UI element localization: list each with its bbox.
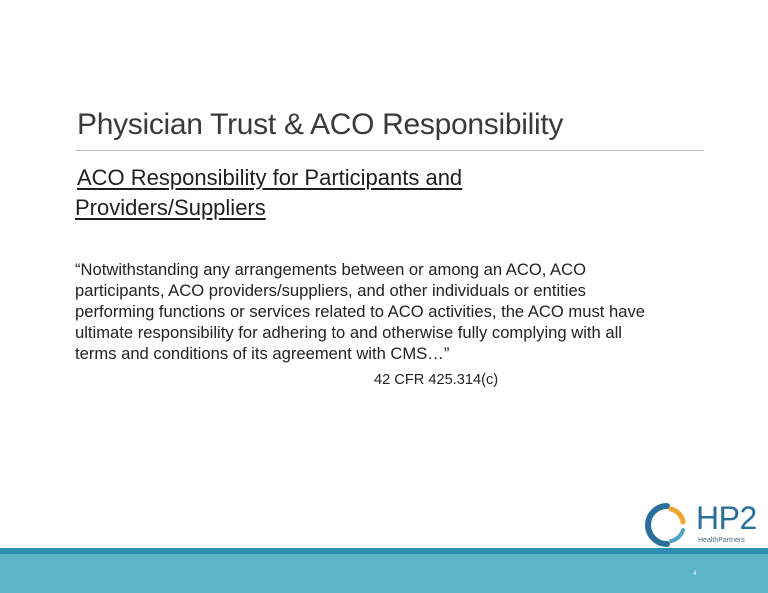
slide-title: Physician Trust & ACO Responsibility xyxy=(77,108,564,141)
regulation-quote xyxy=(75,259,700,364)
slide-subtitle xyxy=(75,163,595,223)
quote-line-4: ultimate responsibility for adhering to and otherwise fully complying with all xyxy=(75,323,622,342)
logo-subtext: HealthPartners xyxy=(698,537,745,544)
quote-line-5: terms and conditions of its agreement with CMS…” xyxy=(75,344,450,363)
title-divider xyxy=(76,150,704,151)
page-number: 4 xyxy=(693,571,697,577)
quote-line-3: performing functions or services related to ACO activities, the ACO must have xyxy=(75,302,645,321)
hp2-logo xyxy=(645,500,760,547)
quote-line-2: participants, ACO providers/suppliers, and other individuals or entities xyxy=(75,281,586,300)
logo-swoosh-icon xyxy=(645,503,689,547)
quote-line-1: “Notwithstanding any arrangements between or among an ACO, ACO xyxy=(75,260,586,279)
logo-text: HP2 xyxy=(696,500,757,536)
subtitle-line-1: ACO Responsibility for Participants and xyxy=(77,165,463,190)
citation: 42 CFR 425.314(c) xyxy=(374,372,499,388)
subtitle-line-2: Providers/Suppliers xyxy=(75,195,266,220)
footer-band xyxy=(0,554,768,593)
